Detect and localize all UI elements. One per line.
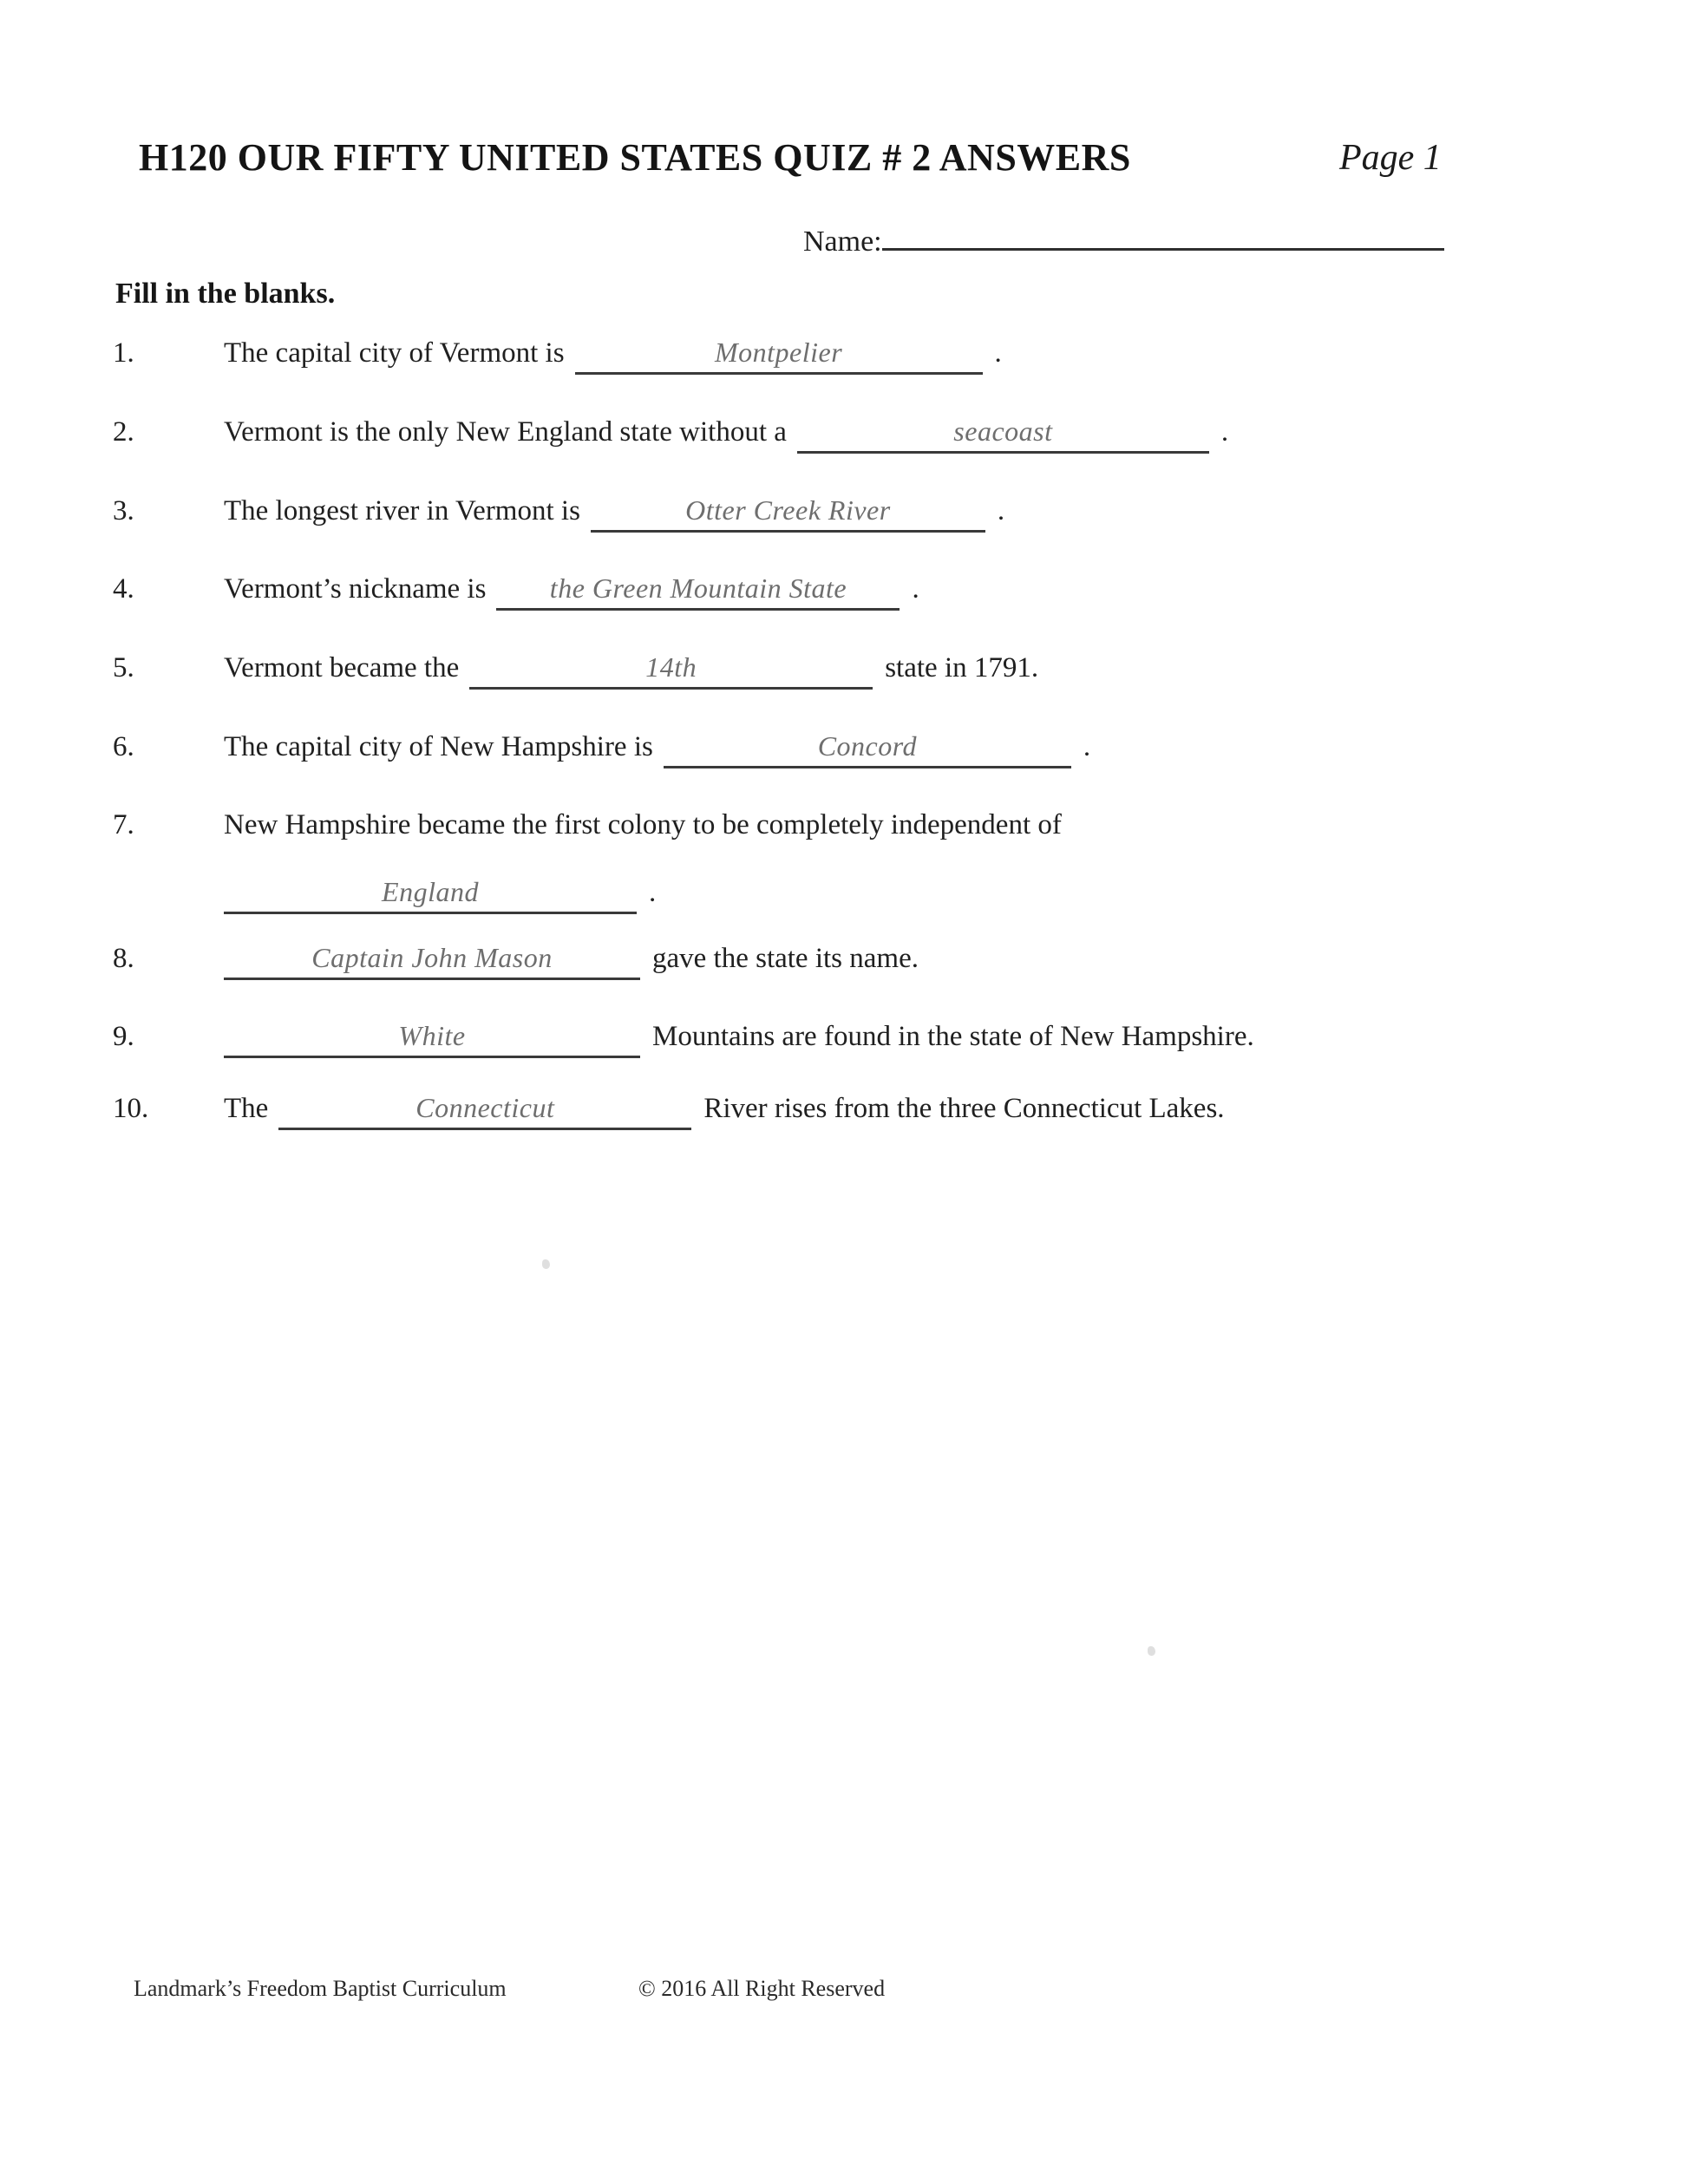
question-8 — [113, 938, 919, 980]
question-text: White Mountains are found in the state of New Hampshire. — [224, 1017, 1254, 1058]
question-7-answer-line — [113, 873, 656, 914]
answer-blank — [575, 333, 983, 375]
question-5 — [113, 648, 1038, 690]
answer-text: Montpelier — [714, 337, 843, 368]
answer-blank — [278, 1089, 691, 1130]
page-title: H120 OUR FIFTY UNITED STATES QUIZ # 2 ANSWERS — [139, 136, 1131, 179]
question-text: The Connecticut River rises from the three Connecticut Lakes. — [224, 1089, 1225, 1130]
answer-text: England — [382, 876, 479, 907]
answer-text: Concord — [817, 730, 917, 762]
answer-blank — [224, 1017, 640, 1058]
question-number: 3. — [113, 495, 134, 526]
answer-blank — [224, 938, 640, 980]
answer-text: Captain John Mason — [311, 942, 553, 973]
question-7 — [113, 806, 1062, 844]
question-text: Vermont is the only New England state without a seacoast . — [224, 412, 1228, 454]
name-blank-line[interactable] — [882, 217, 1444, 251]
answer-blank — [224, 873, 637, 914]
question-text: Captain John Mason gave the state its name. — [224, 938, 919, 980]
question-text: Vermont’s nickname is the Green Mountain State . — [224, 569, 919, 611]
question-number: 9. — [113, 1021, 134, 1052]
question-1 — [113, 333, 1002, 375]
question-text: New Hampshire became the first colony to be completely independent of — [224, 809, 1062, 840]
question-3 — [113, 491, 1004, 533]
name-label: Name: — [803, 226, 882, 258]
question-10 — [113, 1089, 1225, 1130]
question-text: England . — [224, 873, 656, 914]
answer-blank — [591, 491, 985, 533]
footer-curriculum-credit: Landmark’s Freedom Baptist Curriculum — [134, 1976, 507, 2001]
footer-copyright: © 2016 All Right Reserved — [638, 1976, 886, 2001]
question-9 — [113, 1017, 1254, 1058]
question-number: 10. — [113, 1093, 149, 1124]
question-number: 5. — [113, 652, 134, 683]
section-heading: Fill in the blanks. — [115, 278, 336, 310]
question-number: 7. — [113, 809, 134, 840]
answer-blank — [797, 412, 1209, 454]
answer-text: White — [398, 1020, 466, 1051]
page-number-label: Page 1 — [1339, 138, 1442, 178]
question-text: Vermont became the 14th state in 1791. — [224, 648, 1038, 690]
answer-text: the Green Mountain State — [549, 572, 847, 604]
question-text: The capital city of New Hampshire is Concord . — [224, 727, 1090, 768]
question-text: The longest river in Vermont is Otter Creek River . — [224, 491, 1004, 533]
scan-artifact — [1148, 1646, 1155, 1656]
question-text: The capital city of Vermont is Montpelier . — [224, 333, 1002, 375]
question-number: 6. — [113, 731, 134, 762]
question-6 — [113, 727, 1090, 768]
answer-blank — [496, 569, 900, 611]
question-4 — [113, 569, 919, 611]
question-number: 1. — [113, 337, 134, 369]
question-2 — [113, 412, 1228, 454]
name-row — [803, 217, 1444, 258]
answer-blank — [469, 648, 873, 690]
scan-artifact — [542, 1259, 550, 1269]
answer-text: 14th — [645, 651, 697, 683]
answer-text: Otter Creek River — [685, 494, 891, 526]
answer-blank — [664, 727, 1071, 768]
question-number: 8. — [113, 943, 134, 974]
answer-text: seacoast — [953, 415, 1053, 447]
question-number: 2. — [113, 416, 134, 448]
answer-text: Connecticut — [415, 1092, 555, 1123]
question-number: 4. — [113, 573, 134, 605]
